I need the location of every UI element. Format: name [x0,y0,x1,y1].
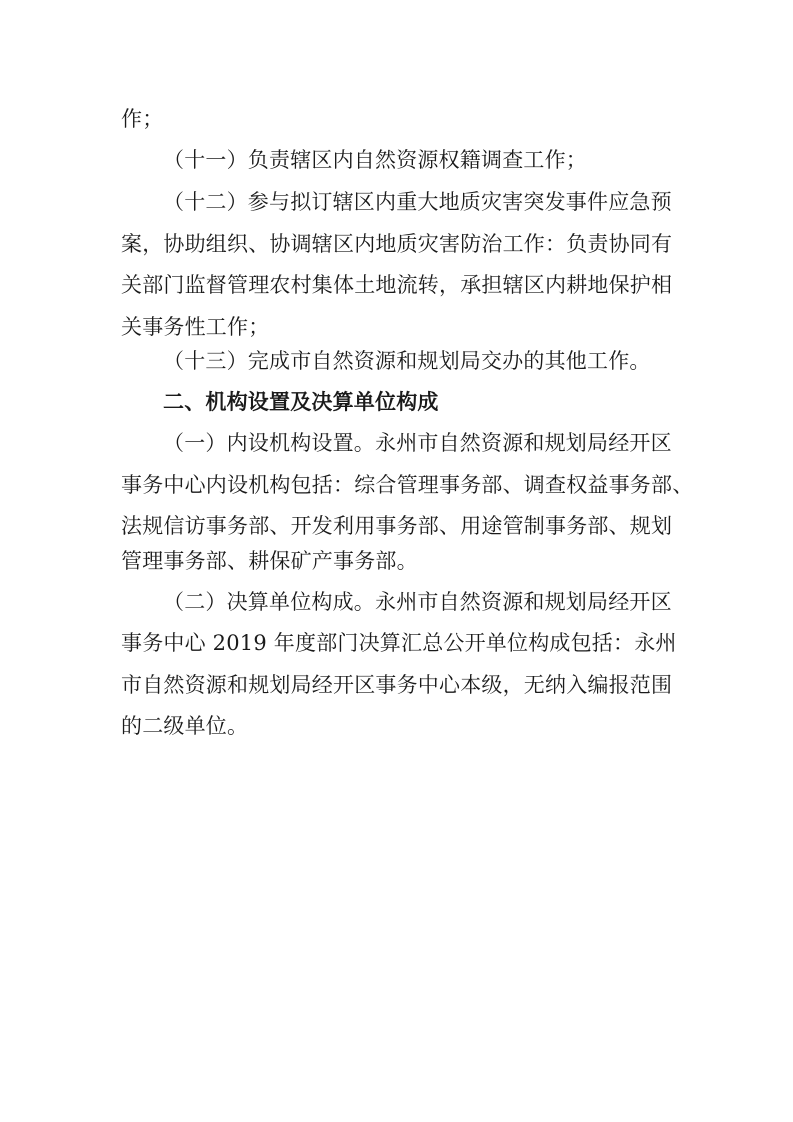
paragraph-line-10: 事务中心内设机构包括：综合管理事务部、调查权益事务部、 [121,473,694,497]
paragraph-line-1: 作； [121,107,164,131]
paragraph-line-4: 案，协助组织、协调辖区内地质灾害防治工作：负责协同有 [121,232,673,256]
paragraph-line-14: 事务中心 2019 年度部门决算汇总公开单位构成包括：永州 [121,631,677,655]
paragraph-line-5: 关部门监督管理农村集体土地流转，承担辖区内耕地保护相 [121,273,673,297]
paragraph-line-3: （十二）参与拟订辖区内重大地质灾害突发事件应急预 [163,190,672,214]
paragraph-line-13: （二）决算单位构成。永州市自然资源和规划局经开区 [163,590,672,614]
paragraph-line-9: （一）内设机构设置。永州市自然资源和规划局经开区 [163,431,672,455]
paragraph-line-7: （十三）完成市自然资源和规划局交办的其他工作。 [163,349,651,373]
paragraph-line-11: 法规信访事务部、开发利用事务部、用途管制事务部、规划 [121,514,673,538]
paragraph-line-12: 管理事务部、耕保矿产事务部。 [121,549,418,573]
paragraph-line-6: 关事务性工作； [121,315,270,339]
paragraph-line-2: （十一）负责辖区内自然资源权籍调查工作； [163,148,587,172]
section-heading: 二、机构设置及决算单位构成 [163,390,439,414]
paragraph-line-15: 市自然资源和规划局经开区事务中心本级，无纳入编报范围 [121,673,673,697]
paragraph-line-16: 的二级单位。 [121,714,249,738]
